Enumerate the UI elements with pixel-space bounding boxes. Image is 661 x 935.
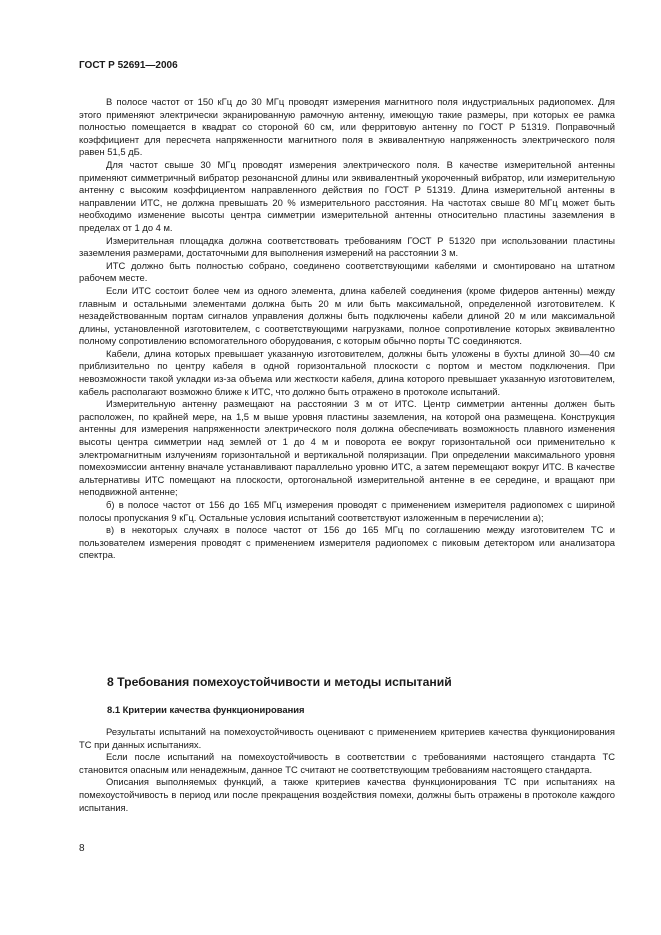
- paragraph-unsafe: Если после испытаний на помехоустойчивость в соответствии с требованиями настоящего стандарта ТС становится опасным или ненадежным, данное ТС считают не соответствующим требованиям настоящего стандарта.: [79, 751, 615, 775]
- section-text: [79, 726, 615, 814]
- paragraph-protocol: Описания выполняемых функций, а также критериев качества функционирования ТС при испытаниях на помехоустойчивость в период или после прекращения воздействия помехи, должны быть отражены в протоколе каждого испытания.: [79, 776, 615, 813]
- paragraph-magnetic-field: В полосе частот от 150 кГц до 30 МГц проводят измерения магнитного поля индустриальных радиопомех. Для этого применяют электрически экранированную рамочную антенну, имеющую такие размеры, при которых ее рамка полностью помещается в квадрат со стороной 60 см, или ферритовую антенну по ГОСТ Р 51319. Поправочный коэффициент для пересчета напряженности магнитного поля в эквивалентную напряженность электрического поля равен 51,5 дБ.: [79, 96, 615, 158]
- page-number: 8: [79, 843, 85, 854]
- list-item-v: в) в некоторых случаях в полосе частот от 156 до 165 МГц по соглашению между изготовителем ТС и пользователем измерения проводят с применением измерителя радиопомех с пиковым детектором или анализатора спектра.: [79, 524, 615, 561]
- paragraph-criteria: Результаты испытаний на помехоустойчивость оценивают с применением критериев качества функционирования ТС при данных испытаниях.: [79, 726, 615, 750]
- paragraph-cable-length: Если ИТС состоит более чем из одного элемента, длина кабелей соединения (кроме фидеров антенны) между главным и остальными элементами должна быть 20 м или быть максимальной, определенной изготовителем. К незадействованным портам сигналов управления должны быть подключены кабели длиной 20 м или максимальной длины, установленной изготовителем, с соответствующими нагрузками, полное сопротивление которых эквивалентно полному сопротивлению вспомогательного оборудования, с которым обычно порты ТС соединяются.: [79, 284, 615, 347]
- list-item-b: б) в полосе частот от 156 до 165 МГц измерения проводят с применением измерителя радиопомех с шириной полосы пропускания 9 кГц. Остальные условия испытаний соответствуют изложенным в перечислении а);: [79, 499, 615, 523]
- paragraph-test-site: Измерительная площадка должна соответствовать требованиям ГОСТ Р 51320 при использовании пластины заземления размерами, достаточными для выполнения измерений на расстоянии 3 м.: [79, 234, 615, 259]
- paragraph-cable-bundling: Кабели, длина которых превышает указанную изготовителем, должны быть уложены в бухты длиной 30—40 см приблизительно по центру кабеля в одной горизонтальной плоскости с портом и местом подключения. При невозможности такой укладки из-за объема или жесткости кабеля, длина которого превышает указанную изготовителем, кабель располагают возможно ближе к ИТС, что должно быть отражено в протоколе испытаний.: [79, 347, 615, 397]
- page-header: ГОСТ Р 52691—2006: [79, 60, 178, 71]
- body-text: [79, 96, 615, 562]
- subsection-title: 8.1 Критерии качества функционирования: [107, 704, 305, 715]
- paragraph-its-assembly: ИТС должно быть полностью собрано, соединено соответствующими кабелями и смонтировано на штатном рабочем месте.: [79, 259, 615, 284]
- section-title: 8 Требования помехоустойчивости и методы испытаний: [107, 675, 452, 689]
- paragraph-electric-field: Для частот свыше 30 МГц проводят измерения электрического поля. В качестве измерительной антенны применяют симметричный вибратор резонансной длины или эквивалентный укороченный вибратор, или измерительную антенну с высоким коэффициентом направленного действия по ГОСТ Р 51319. Длина измерительной антенны в направлении ИТС, не должна превышать 20 % измерительного расстояния. На частотах свыше 80 МГц может быть необходимо изменение высоты центра симметрии измерительной антенны относительно пластины заземления в пределах от 1 до 4 м.: [79, 158, 615, 233]
- paragraph-antenna-placement: Измерительную антенну размещают на расстоянии 3 м от ИТС. Центр симметрии антенны должен быть расположен, по крайней мере, на 1,5 м выше уровня пластины заземления, на которой она размещена. Конструкция антенны для измерения напряженности электрического поля должна обеспечивать возможность плавного изменения высоты центра симметрии над землей от 1 до 4 м и поворота ее вокруг горизонтальной оси применительно к электромагнитным излучениям горизонтальной и вертикальной поляризации. При определении максимального уровня помехоэмиссии антенну вначале устанавливают параллельно уровню ИТС, а затем перемещают вокруг ИТС. В качестве альтернативы ИТС помещают на плоскости, ортогональной измерительной антенне в ее середине, и вращают при неподвижной антенне;: [79, 398, 615, 498]
